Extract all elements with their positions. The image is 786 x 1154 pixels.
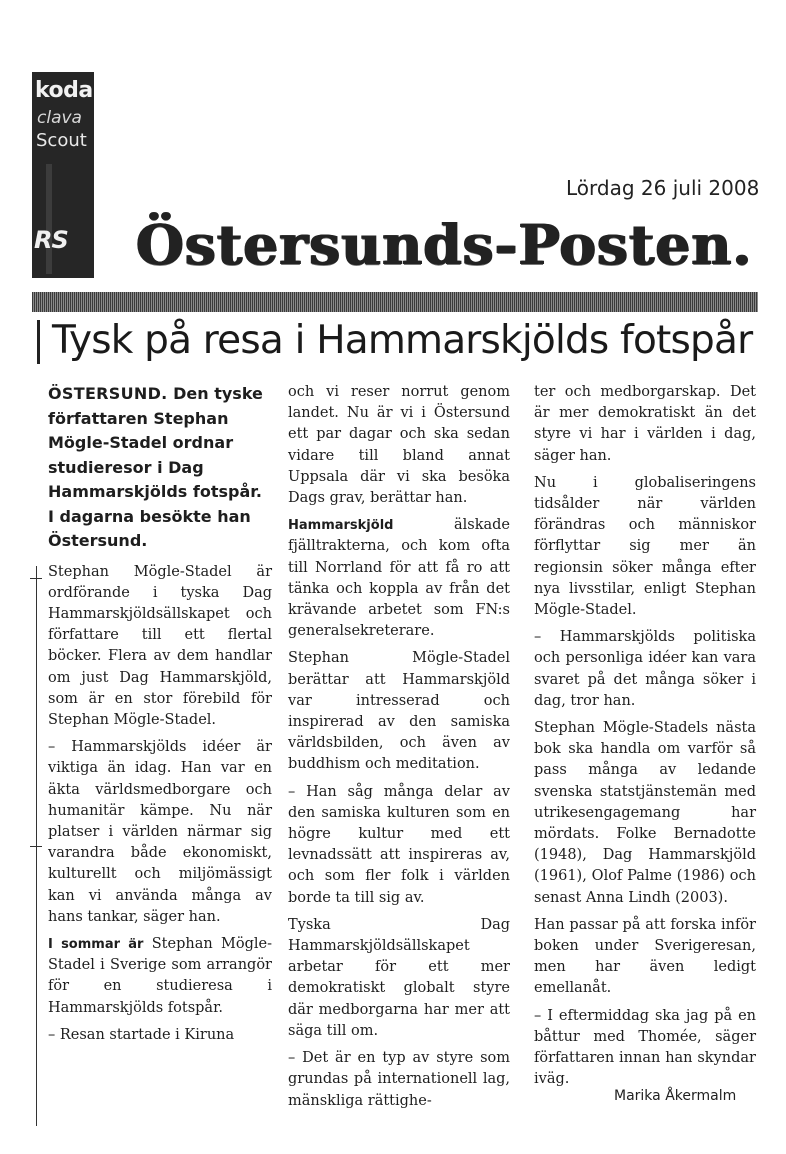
- newspaper-name: Östersunds-Posten.: [136, 212, 753, 277]
- strip-word: koda: [35, 78, 93, 103]
- paragraph: – Han såg många delar av den samiska kulturen som en högre kultur med ett levnadssätt att inspireras av, och som fler folk i världen borde ta till sig av.: [288, 783, 510, 906]
- column-tick: [30, 578, 42, 579]
- subhead: Hammarskjöld: [288, 518, 394, 534]
- paragraph: och vi reser norrut genom landet. Nu är vi i Östersund ett par dagar och ska sedan vidare till bland annat Uppsala där vi ska besöka Dags grav, berättar han.: [288, 384, 510, 507]
- paragraph: [48, 934, 272, 1019]
- masthead-rule: [32, 292, 758, 312]
- headline: Tysk på resa i Hammarskjölds fotspår: [52, 318, 753, 363]
- strip-word: RS: [34, 226, 68, 254]
- paragraph: Stephan Mögle-Stadels nästa bok ska handla om varför så pass många av ledande svenska statstjänstemän med utrikesengagemang har mördats. Folke Bernadotte (1948), Dag Hammarskjöld (1961), Olof Palme (1986) och senast Anna Lindh (2003).: [534, 720, 756, 906]
- lead-paragraph: [48, 382, 272, 554]
- article-column-3: [534, 382, 756, 1097]
- dateline: ÖSTERSUND.: [48, 384, 168, 403]
- paragraph: Stephan Mögle-Stadel berättar att Hammarskjöld var intresserad och inspirerad av den samiska världsbilden, och även av buddhism och meditation.: [288, 650, 510, 773]
- paragraph: – Det är en typ av styre som grundas på internationell lag, mänskliga rättighe-: [288, 1050, 510, 1109]
- paragraph: Stephan Mögle-Stadel är ordförande i tyska Dag Hammarskjöldsällskapet och författare till ett flertal böcker. Flera av dem handlar om just Dag Hammarskjöld, som är en stor förebild för Stephan Mögle-Stadel.: [48, 563, 272, 728]
- publication-date: Lördag 26 juli 2008: [566, 176, 760, 200]
- lead-text: Den tyske författaren Stephan Mögle-Stadel ordnar studieresor i Dag Hammarskjölds fotspår. I dagarna besökte han Östersund.: [48, 384, 263, 550]
- paragraph: Han passar på att forska inför boken under Sverigeresan, men har även ledigt emellanåt.: [534, 916, 756, 997]
- paragraph: – I eftermiddag ska jag på en båttur med Thomée, säger författaren innan han skyndar iväg.: [534, 1007, 756, 1088]
- subhead: I sommar är: [48, 936, 144, 952]
- paragraph: – Hammarskjölds politiska och personliga idéer kan vara svaret på det många söker i dag, tror han.: [534, 629, 756, 709]
- paragraph-text: älskade fjälltrakterna, och kom ofta till Norrland för att få ro att tänka och koppla av från det krävande arbetet som FN:s generalsekreterare.: [288, 517, 510, 640]
- paragraph: – Resan startade i Kiruna: [48, 1026, 235, 1043]
- headline-rule: [37, 320, 40, 364]
- paragraph: Nu i globaliseringens tidsålder när världen förändras och människor förflyttar sig mer än regionsin söker många efter nya livsstilar, enligt Stephan Mögle-Stadel.: [534, 474, 756, 619]
- paragraph: [288, 515, 510, 642]
- column-tick: [30, 846, 42, 847]
- article-column-1: [48, 382, 272, 1052]
- byline: Marika Åkermalm: [614, 1088, 737, 1104]
- paragraph: – Hammarskjölds idéer är viktiga än idag. Han var en äkta världsmedborgare och humanitär kämpe. Nu när platser i världen närmar sig varandra både ekonomiskt, kulturellt och miljömässigt kan vi använda många av hans tankar, säger han.: [48, 739, 272, 925]
- paragraph: ter och medborgarskap. Det är mer demokratiskt än det styre vi har i världen i dag, säger han.: [534, 384, 756, 464]
- paragraph-text: Stephan Mögle-Stadel i Sverige som arrangör för en studieresa i Hammarskjölds fotspår.: [48, 935, 272, 1016]
- strip-word: clava: [37, 108, 82, 128]
- strip-word: Scout: [36, 130, 87, 151]
- paragraph: Tyska Dag Hammarskjöldsällskapet arbetar för ett mer demokratiskt globalt styre där medborgarna har mer att säga till om.: [288, 916, 510, 1039]
- article-column-2: [288, 382, 510, 1118]
